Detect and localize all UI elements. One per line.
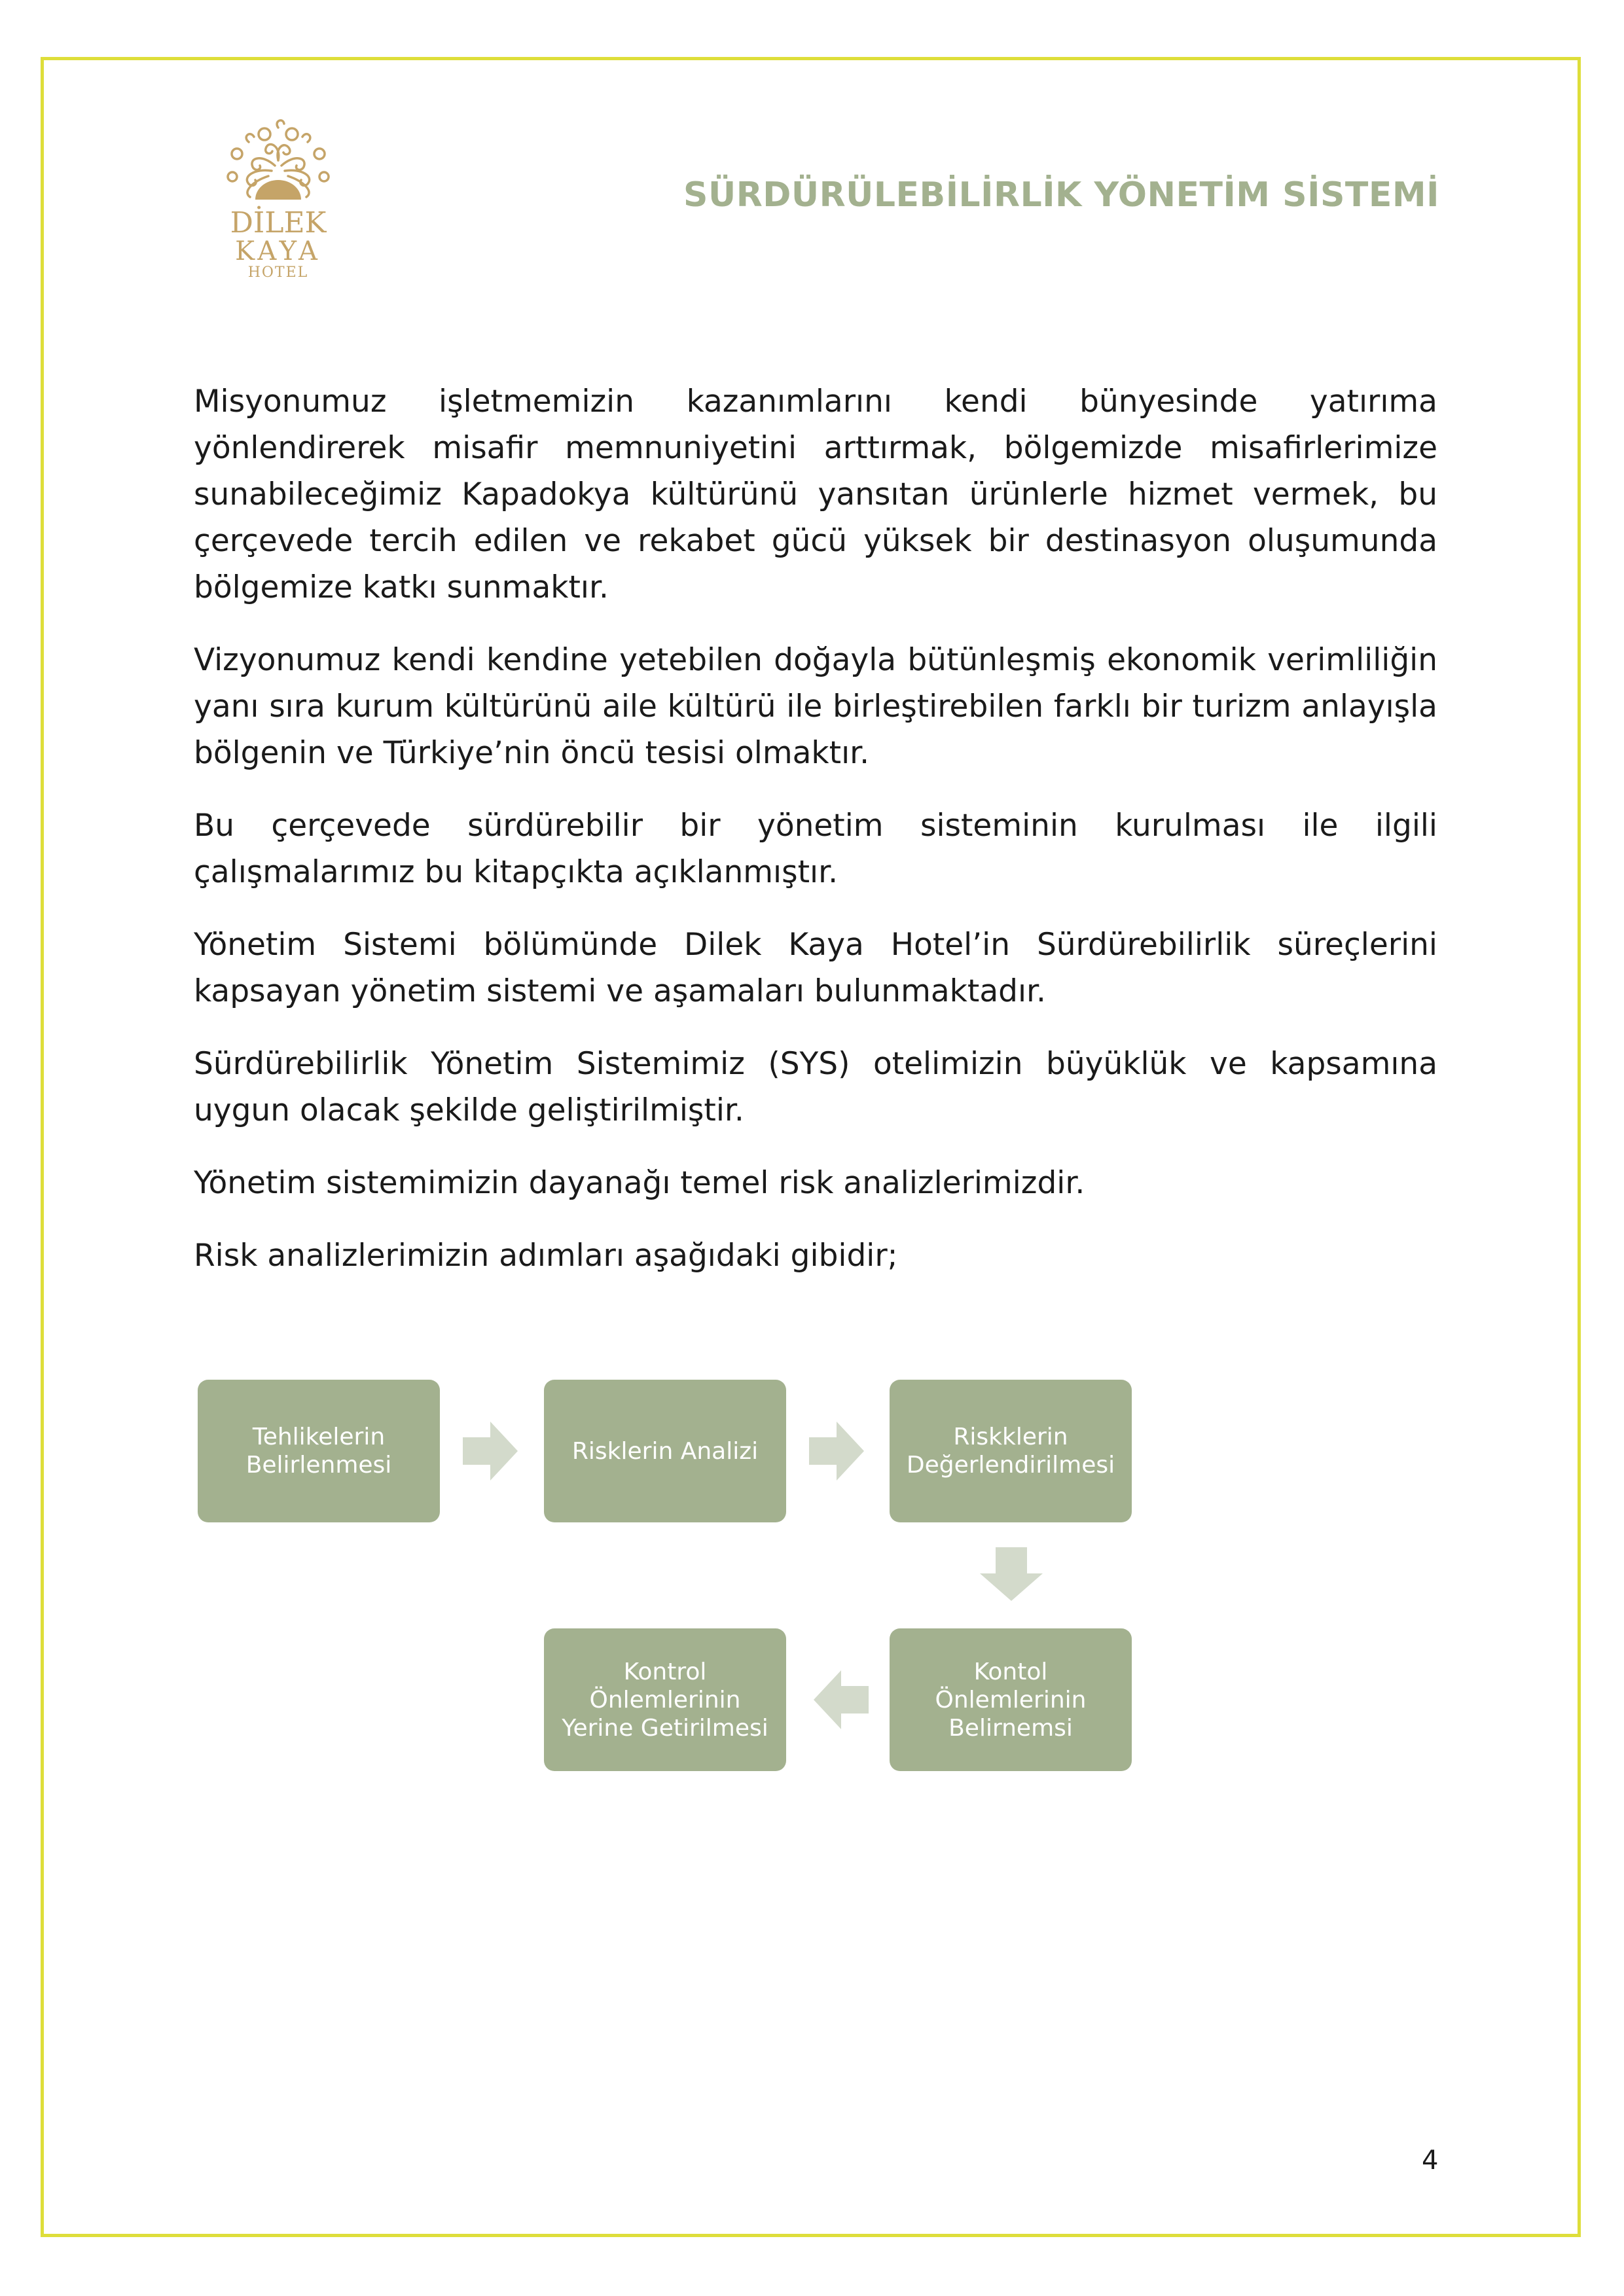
sys-paragraph: Sürdürebilirlik Yönetim Sistemimiz (SYS) otelimizin büyüklük ve kapsamına uygun olacak şekilde geliştirilmiştir. <box>194 1046 1437 1128</box>
framework-paragraph: Bu çerçevede sürdürebilir bir yönetim sisteminin kurulması ile ilgili çalışmalarımız bu kitapçıkta açıklanmıştır. <box>194 808 1437 890</box>
logo-line3: HOTEL <box>247 264 309 281</box>
logo-line2: KAYA <box>235 236 321 266</box>
basis-paragraph: Yönetim sistemimizin dayanağı temel risk analizlerimizdir. <box>194 1165 1085 1201</box>
step-control-implementation: Kontrol Önlemlerinin Yerine Getirilmesi <box>544 1628 786 1771</box>
step-risk-evaluation: Riskklerin Değerlendirilmesi <box>890 1380 1132 1522</box>
mission-paragraph: Misyonumuz işletmemizin kazanımlarını kendi bünyesinde yatırıma yönlendirerek misafir memnuniyetini arttırmak, bölgemizde misafirlerimize sunabileceğimiz Kapadokya kültürünü yansıtan ürünlerle hizmet vermek, bu çerçevede tercih edilen ve rekabet gücü yüksek bir destinasyon oluşumunda bölgemize katkı sunmaktır. <box>194 384 1437 605</box>
vision-paragraph: Vizyonumuz kendi kendine yetebilen doğayla bütünleşmiş ekonomik verimliliğin yanı sıra kurum kültürünü aile kültürü ile birleştirebilen farklı bir turizm anlayışla bölgenin ve Türkiye’nin öncü tesisi olmaktır. <box>194 642 1437 771</box>
body-text <box>194 378 1437 1305</box>
risk-steps-intro: Risk analizlerimizin adımları aşağıdaki gibidir; <box>194 1238 898 1274</box>
logo-line1: DİLEK <box>230 206 327 240</box>
hotel-logo <box>196 108 360 281</box>
arrow-right-icon <box>463 1422 518 1480</box>
step-hazard-identification: Tehlikelerin Belirlenmesi <box>198 1380 440 1522</box>
step-risk-analysis: Risklerin Analizi <box>544 1380 786 1522</box>
arrow-right-icon <box>809 1422 864 1480</box>
logo-emblem <box>196 108 360 281</box>
arrow-down-icon <box>980 1547 1043 1601</box>
arrow-left-icon <box>814 1670 869 1729</box>
step-control-determination: Kontol Önlemlerinin Belirnemsi <box>890 1628 1132 1771</box>
page-number: 4 <box>1422 2145 1439 2176</box>
page-title: SÜRDÜRÜLEBİLİRLİK YÖNETİM SİSTEMİ <box>683 175 1439 215</box>
management-system-paragraph: Yönetim Sistemi bölümünde Dilek Kaya Hotel’in Sürdürebilirlik süreçlerini kapsayan yönetim sistemi ve aşamaları bulunmaktadır. <box>194 927 1437 1009</box>
